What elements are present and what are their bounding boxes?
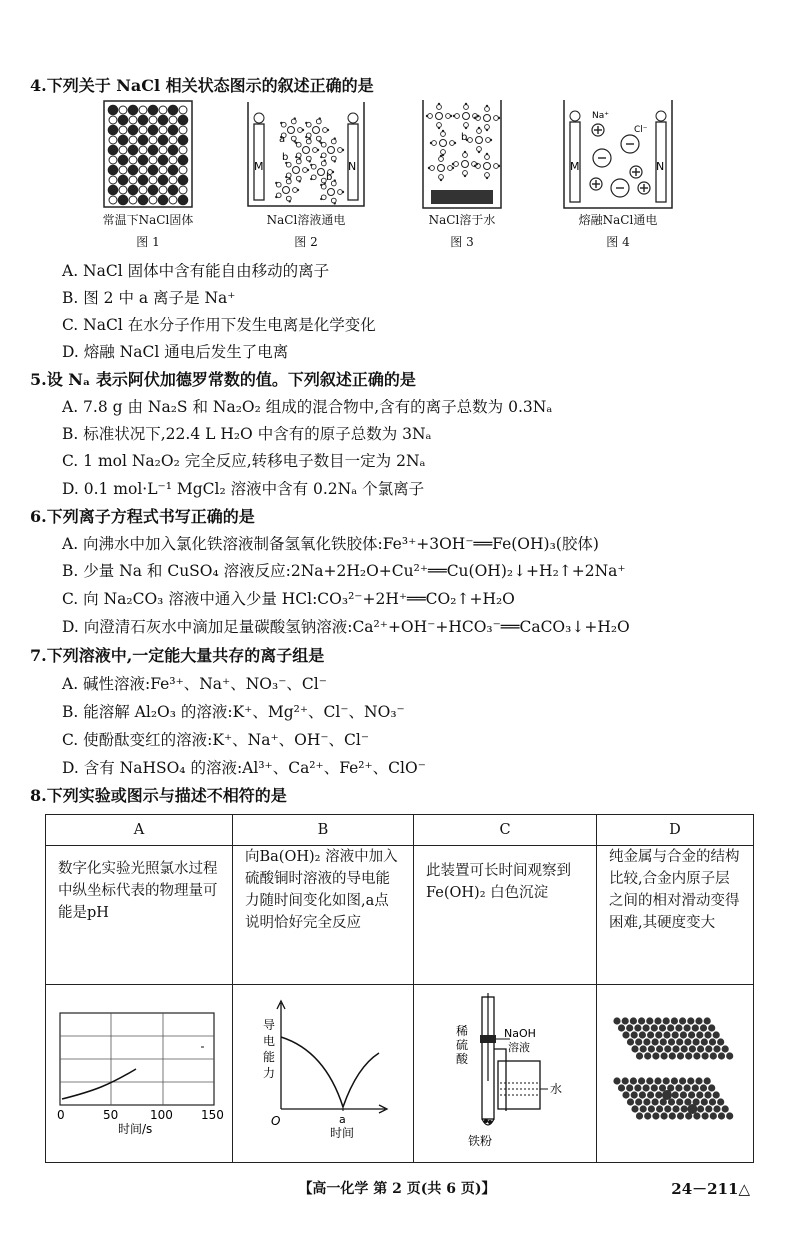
chart-b-xlabel: 时间 <box>330 1126 355 1140</box>
q5-option-b: B. 标准状况下,22.4 L H₂O 中含有的原子总数为 3Nₐ <box>62 425 432 443</box>
electrode-n-label: N <box>348 160 357 173</box>
question-6-stem: 6.下列离子方程式书写正确的是 <box>30 507 255 526</box>
picture-b-cell <box>233 985 414 1163</box>
q7-option-b: B. 能溶解 Al₂O₃ 的溶液:K⁺、Mg²⁺、Cl⁻、NO₃⁻ <box>62 703 405 721</box>
figure-3-caption: NaCl溶于水 <box>428 213 496 227</box>
question-7-stem: 7.下列溶液中,一定能大量共存的离子组是 <box>30 646 325 665</box>
naoh-label-1: NaOH <box>504 1027 536 1040</box>
q4-option-c: C. NaCl 在水分子作用下发生电离是化学变化 <box>62 316 376 334</box>
q6-option-b: B. 少量 Na 和 CuSO₄ 溶液反应:2Na+2H₂O+Cu²⁺══Cu(OH)₂↓+H₂↑+2Na⁺ <box>62 562 626 580</box>
description-b: 向Ba(OH)₂ 溶液中加入硫酸铜时溶液的导电能力随时间变化如图,a点说明恰好完全反应 <box>233 846 414 985</box>
question-8-stem: 8.下列实验或图示与描述不相符的是 <box>30 786 287 805</box>
figure-2-caption: NaCl溶液通电 <box>266 213 346 227</box>
chart-b-ylabel-2: 电 <box>263 1034 276 1048</box>
chart-a-tick-150: 150 <box>201 1108 224 1122</box>
figure-3-nacl-dissolving <box>421 98 503 210</box>
chart-a-tick-100: 100 <box>150 1108 173 1122</box>
water-label: 水 <box>550 1082 563 1096</box>
electrode-n-label-4: N <box>656 160 665 173</box>
figure-1-label: 图 1 <box>136 235 160 249</box>
q6-option-c: C. 向 Na₂CO₃ 溶液中通入少量 HCl:CO₃²⁻+2H⁺══CO₂↑+H₂O <box>62 590 515 608</box>
ion-b-label: b <box>282 152 289 163</box>
page-footer: 【高一化学 第 2 页(共 6 页)】 <box>298 1181 496 1197</box>
column-header-c: C <box>414 815 597 846</box>
chart-b-ylabel-4: 力 <box>263 1066 276 1080</box>
column-header-b: B <box>233 815 414 846</box>
q7-option-a: A. 碱性溶液:Fe³⁺、Na⁺、NO₃⁻、Cl⁻ <box>62 675 327 693</box>
picture-a-cell <box>46 985 233 1163</box>
q6-option-d: D. 向澄清石灰水中滴加足量碳酸氢钠溶液:Ca²⁺+OH⁻+HCO₃⁻══CaCO₃↓+H₂O <box>62 618 630 636</box>
figure-2-label: 图 2 <box>294 235 318 249</box>
chart-a-tick-0: 0 <box>57 1108 65 1122</box>
column-header-d: D <box>597 815 754 846</box>
diagram-d-alloy-structure <box>597 985 753 1155</box>
description-c: 此装置可长时间观察到Fe(OH)₂ 白色沉淀 <box>414 846 597 985</box>
figure-2-nacl-solution-electrolysis <box>246 100 366 208</box>
question-5-stem: 5.设 Nₐ 表示阿伏加德罗常数的值。下列叙述正确的是 <box>30 370 416 389</box>
q5-option-d: D. 0.1 mol·L⁻¹ MgCl₂ 溶液中含有 0.2Nₐ 个氯离子 <box>62 480 425 498</box>
apparatus-c-ferrous-hydroxide <box>414 985 596 1155</box>
chart-a-tick-50: 50 <box>103 1108 119 1122</box>
acid-label-1: 稀 <box>456 1024 469 1038</box>
acid-label-3: 酸 <box>456 1052 469 1066</box>
chart-a-xlabel: 时间/s <box>118 1122 153 1136</box>
q4-option-a: A. NaCl 固体中含有能自由移动的离子 <box>62 262 330 280</box>
figure-4-label: 图 4 <box>606 235 630 249</box>
picture-c-cell <box>414 985 597 1163</box>
electrode-m-label-4: M <box>570 160 580 173</box>
ion-a-label: a <box>279 134 286 145</box>
column-header-a: A <box>46 815 233 846</box>
electrode-m-label: M <box>254 160 264 173</box>
q6-option-a: A. 向沸水中加入氯化铁溶液制备氢氧化铁胶体:Fe³⁺+3OH⁻══Fe(OH)₃(胶体) <box>62 535 599 553</box>
q4-option-d: D. 熔融 NaCl 通电后发生了电离 <box>62 343 289 361</box>
q5-option-c: C. 1 mol Na₂O₂ 完全反应,转移电子数目一定为 2Nₐ <box>62 452 426 470</box>
chloride-ion-label: Cl⁻ <box>634 125 648 135</box>
q7-option-d: D. 含有 NaHSO₄ 的溶液:Al³⁺、Ca²⁺、Fe²⁺、ClO⁻ <box>62 759 426 777</box>
figure-4-caption: 熔融NaCl通电 <box>578 213 658 227</box>
exam-code: 24－211△ <box>671 1180 750 1198</box>
figure-1-caption: 常温下NaCl固体 <box>102 213 194 227</box>
chart-b-ylabel-1: 导 <box>263 1018 276 1032</box>
q5-option-a: A. 7.8 g 由 Na₂S 和 Na₂O₂ 组成的混合物中,含有的离子总数为 0.3Nₐ <box>62 398 553 416</box>
q8-comparison-table <box>45 814 754 1163</box>
figure-3-label: 图 3 <box>450 235 474 249</box>
picture-d-cell <box>597 985 754 1163</box>
chart-b-origin: O <box>271 1114 281 1128</box>
ion-b-label-3: b <box>461 132 468 143</box>
description-a: 数字化实验光照氯水过程中纵坐标代表的物理量可能是pH <box>46 846 233 985</box>
chart-b-ylabel-3: 能 <box>263 1050 276 1064</box>
description-d: 纯金属与合金的结构比较,合金内原子层之间的相对滑动变得困难,其硬度变大 <box>597 846 754 985</box>
q7-option-c: C. 使酚酞变红的溶液:K⁺、Na⁺、OH⁻、Cl⁻ <box>62 731 370 749</box>
iron-powder-label: 铁粉 <box>468 1134 493 1148</box>
ion-b-label-2: b <box>326 172 333 183</box>
chart-b-conductivity <box>233 985 413 1155</box>
chart-a-chlorine-water <box>46 985 231 1155</box>
chart-b-point-a: a <box>339 1113 346 1126</box>
q4-option-b: B. 图 2 中 a 离子是 Na⁺ <box>62 289 236 307</box>
naoh-label-2: 溶液 <box>508 1041 530 1054</box>
figure-1-nacl-solid <box>103 100 193 208</box>
figure-4-molten-nacl-electrolysis <box>562 98 674 210</box>
question-4-stem: 4.下列关于 NaCl 相关状态图示的叙述正确的是 <box>30 76 374 95</box>
acid-label-2: 硫 <box>456 1038 469 1052</box>
sodium-ion-label: Na⁺ <box>592 111 609 121</box>
